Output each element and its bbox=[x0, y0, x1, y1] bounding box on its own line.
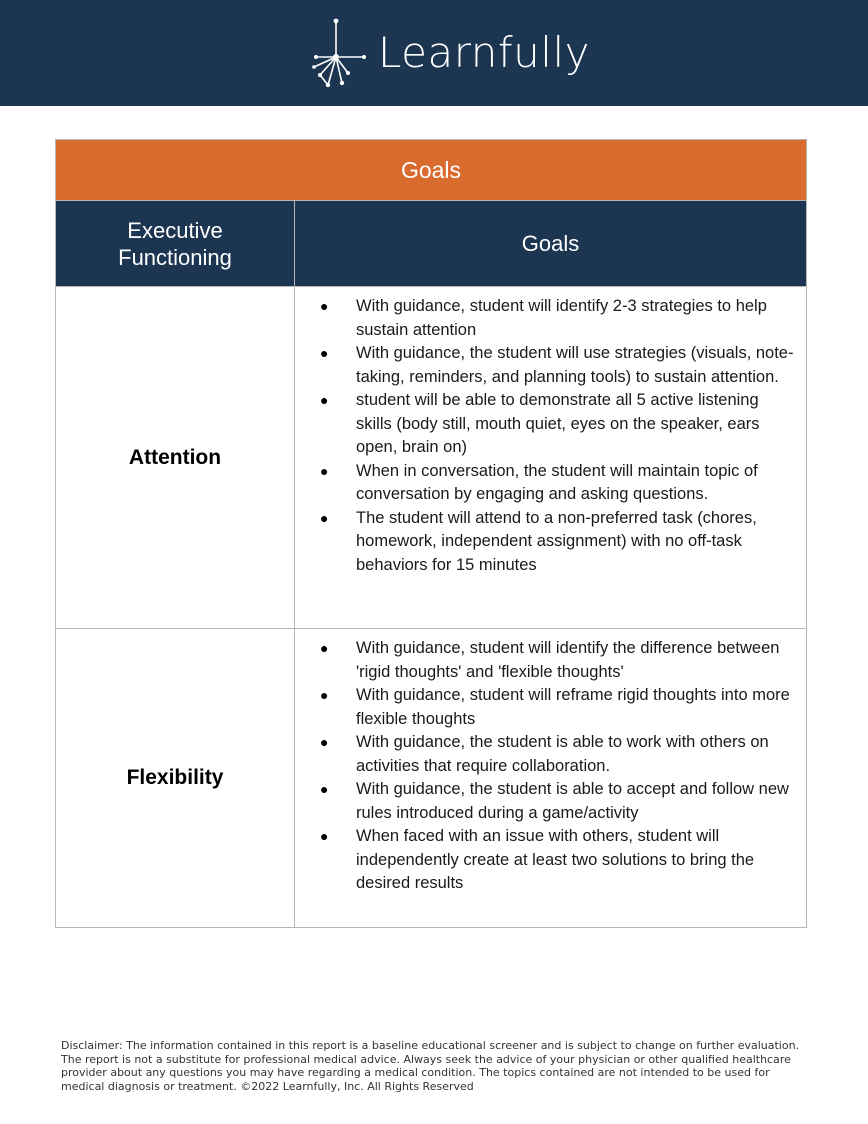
column-header-label: Executive Functioning bbox=[118, 217, 232, 270]
goal-list bbox=[309, 295, 796, 577]
page-header bbox=[0, 0, 868, 106]
bullet-icon: ● bbox=[320, 298, 329, 314]
bullet-icon: ● bbox=[320, 509, 329, 526]
goal-item bbox=[309, 507, 796, 578]
bullet-icon: ● bbox=[320, 640, 329, 656]
goal-item bbox=[309, 295, 796, 342]
constellation-logo-icon bbox=[308, 17, 370, 89]
bullet-icon: ● bbox=[320, 734, 329, 750]
goals-cell bbox=[295, 629, 807, 928]
bullet-icon: ● bbox=[320, 392, 329, 408]
column-header-executive-functioning bbox=[56, 201, 295, 287]
goal-item bbox=[309, 825, 796, 896]
table-row bbox=[56, 287, 807, 629]
goal-text: When in conversation, the student will maintain topic of conversation by engaging and asking questions. bbox=[356, 461, 758, 503]
goal-text: When faced with an issue with others, student will independently create at least two solutions to bring the desired results bbox=[356, 827, 755, 892]
table-title-row bbox=[56, 140, 807, 201]
goal-text: With guidance, student will reframe rigid thoughts into more flexible thoughts bbox=[356, 686, 790, 728]
goal-text: With guidance, student will identify the difference between 'rigid thoughts' and 'flexible thoughts' bbox=[356, 639, 780, 681]
goal-item bbox=[309, 778, 796, 825]
goal-text: With guidance, the student is able to work with others on activities that require collaboration. bbox=[356, 733, 769, 775]
goals-table bbox=[55, 139, 807, 928]
goal-text: With guidance, student will identify 2-3 strategies to help sustain attention bbox=[356, 297, 767, 339]
goal-item bbox=[309, 389, 796, 460]
goal-text: With guidance, the student will use strategies (visuals, note-taking, reminders, and planning tools) to sustain attention. bbox=[356, 344, 794, 386]
goal-text: The student will attend to a non-preferred task (chores, homework, independent assignment) with no off-task behaviors for 15 minutes bbox=[356, 508, 757, 574]
bullet-icon: ● bbox=[320, 828, 329, 844]
goal-text: With guidance, the student is able to accept and follow new rules introduced during a game/activity bbox=[356, 780, 789, 822]
bullet-icon: ● bbox=[320, 462, 329, 479]
bullet-icon: ● bbox=[320, 687, 329, 703]
table-row bbox=[56, 629, 807, 928]
goal-list bbox=[309, 637, 796, 896]
brand-name: Learnfully bbox=[378, 28, 590, 77]
goal-item bbox=[309, 342, 796, 389]
table-header-row bbox=[56, 201, 807, 287]
category-attention: Attention bbox=[56, 287, 295, 629]
bullet-icon: ● bbox=[320, 781, 329, 797]
goal-item bbox=[309, 460, 796, 507]
disclaimer-text: Disclaimer: The information contained in this report is a baseline educational screener and is subject to change on further evaluation. The report is not a substitute for professional medical advice. Always seek the advice of your physician or other qualified healthcare provider about any questions you may have regarding a medical condition. The topics contained are not intended to be used for medical diagnosis or treatment. ©2022 Learnfully, Inc. All Rights Reserved bbox=[61, 1039, 800, 1093]
column-header-goals: Goals bbox=[295, 201, 807, 287]
category-flexibility: Flexibility bbox=[56, 629, 295, 928]
goals-cell bbox=[295, 287, 807, 629]
goal-item bbox=[309, 731, 796, 778]
goal-item bbox=[309, 684, 796, 731]
bullet-icon: ● bbox=[320, 345, 329, 361]
goal-text: student will be able to demonstrate all 5 active listening skills (body still, mouth quiet, eyes on the speaker, ears open, brain on) bbox=[356, 391, 760, 456]
goal-item bbox=[309, 637, 796, 684]
table-title: Goals bbox=[56, 140, 807, 201]
brand-logo bbox=[308, 17, 590, 89]
